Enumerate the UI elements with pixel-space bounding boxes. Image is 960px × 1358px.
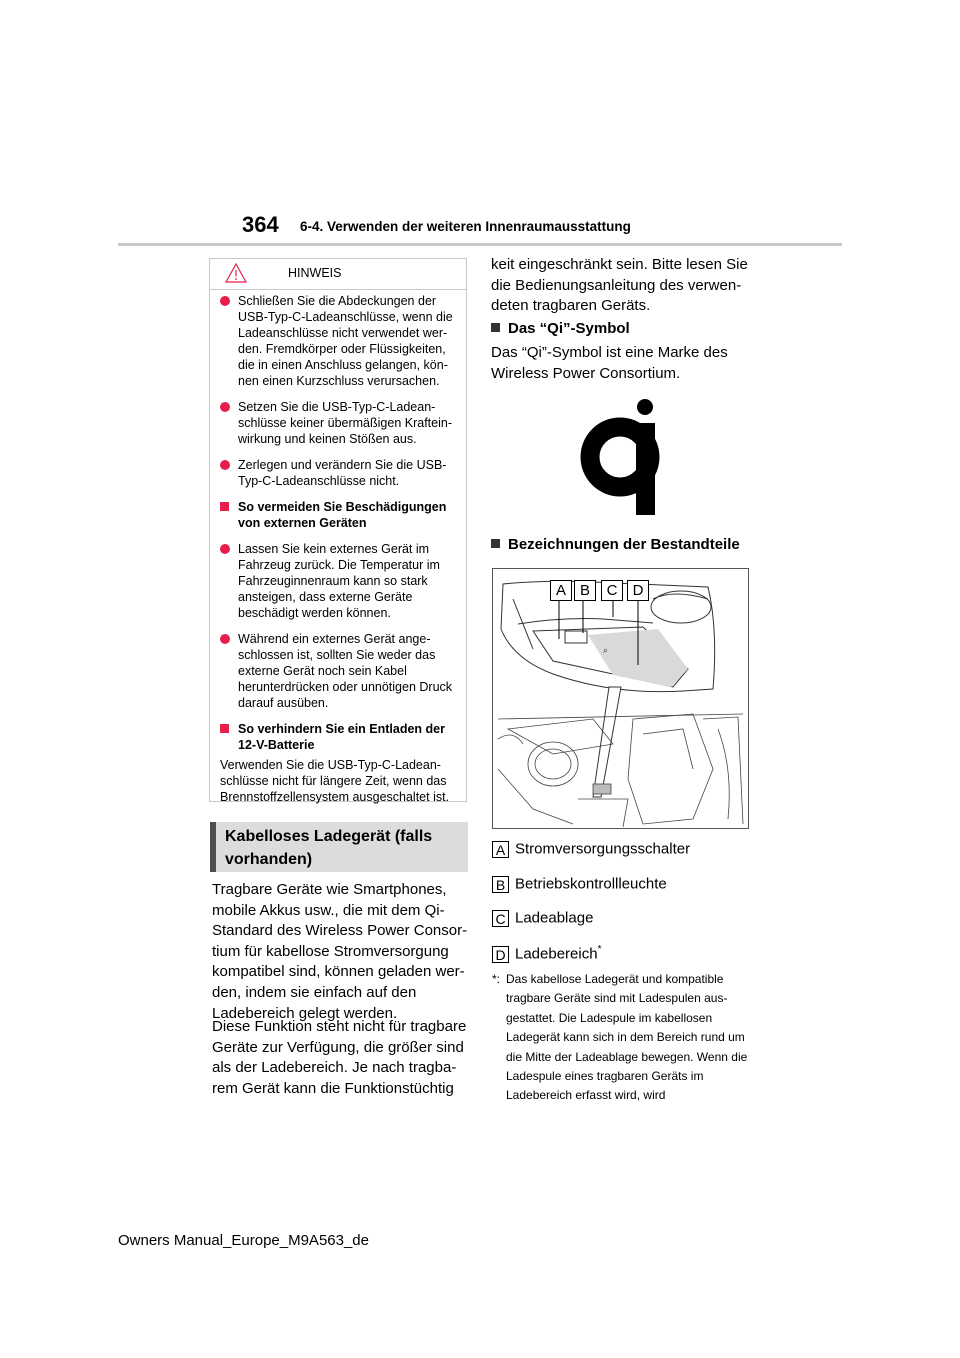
notice-plain-text: Verwenden Sie die USB-Typ-C-Ladeanschlüsse nicht für längere Zeit, wenn das Brennstoffzellensystem ausgeschaltet ist. [220,758,450,804]
notice-item [220,457,456,489]
legend-key: B [492,876,509,893]
notice-subheading [220,721,456,753]
notice-header [210,259,466,290]
legend-key: A [492,841,509,858]
notice-item [220,631,456,711]
legend-label: Ladebereich [515,945,598,963]
svg-text:⌕: ⌕ [603,646,609,656]
notice-subheading-text: So verhindern Sie ein Entladen der 12-V-Batterie [238,722,445,752]
figure-key-a: A [550,580,572,601]
notice-item-text: Während ein externes Gerät angeschlossen ist, sollten Sie weder das externe Gerät noch sein Kabel herunterdrücken oder unnötigen Druck darauf ausüben. [238,632,453,710]
section-heading-box [210,822,468,872]
page-number: 364 [242,212,279,237]
section-heading: Kabelloses Ladegerät (falls vorhanden) [225,828,433,868]
square-bullet-icon [491,323,500,332]
notice-box [209,258,467,802]
legend-item [492,944,601,964]
legend-item [492,909,593,929]
figure-key-c: C [601,580,623,601]
figure-key-b: B [574,580,596,601]
notice-item [220,399,456,447]
body-paragraph: Diese Funktion steht nicht für tragbare Geräte zur Verfügung, die größer sind als der Ladebereich. Je nach tragbarem Gerät kann die Funktionstüchtig [212,1018,467,1097]
legend-label: Stromversorgungsschalter [515,840,691,858]
parts-heading [491,536,740,553]
square-bullet-icon [220,724,229,733]
legend-key: D [492,946,509,963]
bullet-icon [220,544,230,554]
notice-subheading-text: So vermeiden Sie Beschädigungen von externen Geräten [238,500,447,530]
square-bullet-icon [491,539,500,548]
qi-description: Das “Qi”-Symbol ist eine Marke des Wireless Power Consortium. [491,344,728,382]
notice-label: HINWEIS [288,266,342,280]
figure-key-d: D [627,580,649,601]
parts-heading-text: Bezeichnungen der Bestandteile [508,536,740,553]
notice-body [210,290,466,805]
charger-diagram [493,569,748,828]
notice-item [220,541,456,621]
qi-heading-text: Das “Qi”-Symbol [508,320,630,337]
qi-heading [491,320,630,337]
footer-doc-id: Owners Manual_Europe_M9A563_de [118,1232,369,1249]
footnote-text: Das kabellose Ladegerät und kompatible tragbare Geräte sind mit Ladespulen ausgestattet. Die Ladespule im kabellosen Ladegerät kann sich in dem Bereich rund um die Mitte der Ladeablage bewegen. Wenn die Ladespule eines tragbaren Geräts im Ladebereich erfasst wird, wird [506,972,748,1103]
section-title: 6-4. Verwenden der weiteren Innenraumausstattung [300,219,631,234]
body-paragraph: keit eingeschränkt sein. Bitte lesen Sie die Bedienungsanleitung des verwendeten tragbaren Geräts. [491,256,748,315]
footnote-marker: *: [492,972,501,986]
square-bullet-icon [220,502,229,511]
notice-item-text: Schließen Sie die Abdeckungen der USB-Typ-C-Ladeanschlüsse, wenn die Ladeanschlüsse nicht verwendet werden. Fremdkörper oder Flüssigkeiten, die in einen Anschluss gelangen, können einen Kurzschluss verursachen. [238,294,453,388]
legend-item [492,875,667,895]
notice-item-text: Lassen Sie kein externes Gerät im Fahrzeug zurück. Die Temperatur im Fahrzeuginnenraum kann so stark ansteigen, dass externe Geräte beschädigt werden können. [238,542,440,620]
console-illustration [492,568,749,829]
header-rule [118,243,842,246]
footnote-marker: * [597,944,602,955]
warning-icon [225,263,247,283]
bullet-icon [220,296,230,306]
notice-subheading [220,499,456,531]
body-paragraph: Tragbare Geräte wie Smartphones, mobile Akkus usw., die mit dem Qi-Standard des Wireless Power Consortium für kabellose Stromversorgung kompatibel sind, können geladen werden, indem sie einfach auf den Ladebereich gelegt werden. [212,881,468,1022]
legend-item [492,840,690,860]
legend-key: C [492,910,509,927]
bullet-icon [220,634,230,644]
notice-item-text: Zerlegen und verändern Sie die USB-Typ-C-Ladeanschlüsse nicht. [238,458,447,488]
bullet-icon [220,402,230,412]
notice-item-text: Setzen Sie die USB-Typ-C-Ladeanschlüsse keiner übermäßigen Krafteinwirkung und keinen Stößen aus. [238,400,452,446]
legend-label: Betriebskontrollleuchte [515,875,667,893]
qi-logo-icon [580,395,670,515]
footnote [492,970,750,1106]
legend-label: Ladeablage [515,909,594,927]
bullet-icon [220,460,230,470]
notice-item [220,293,456,389]
